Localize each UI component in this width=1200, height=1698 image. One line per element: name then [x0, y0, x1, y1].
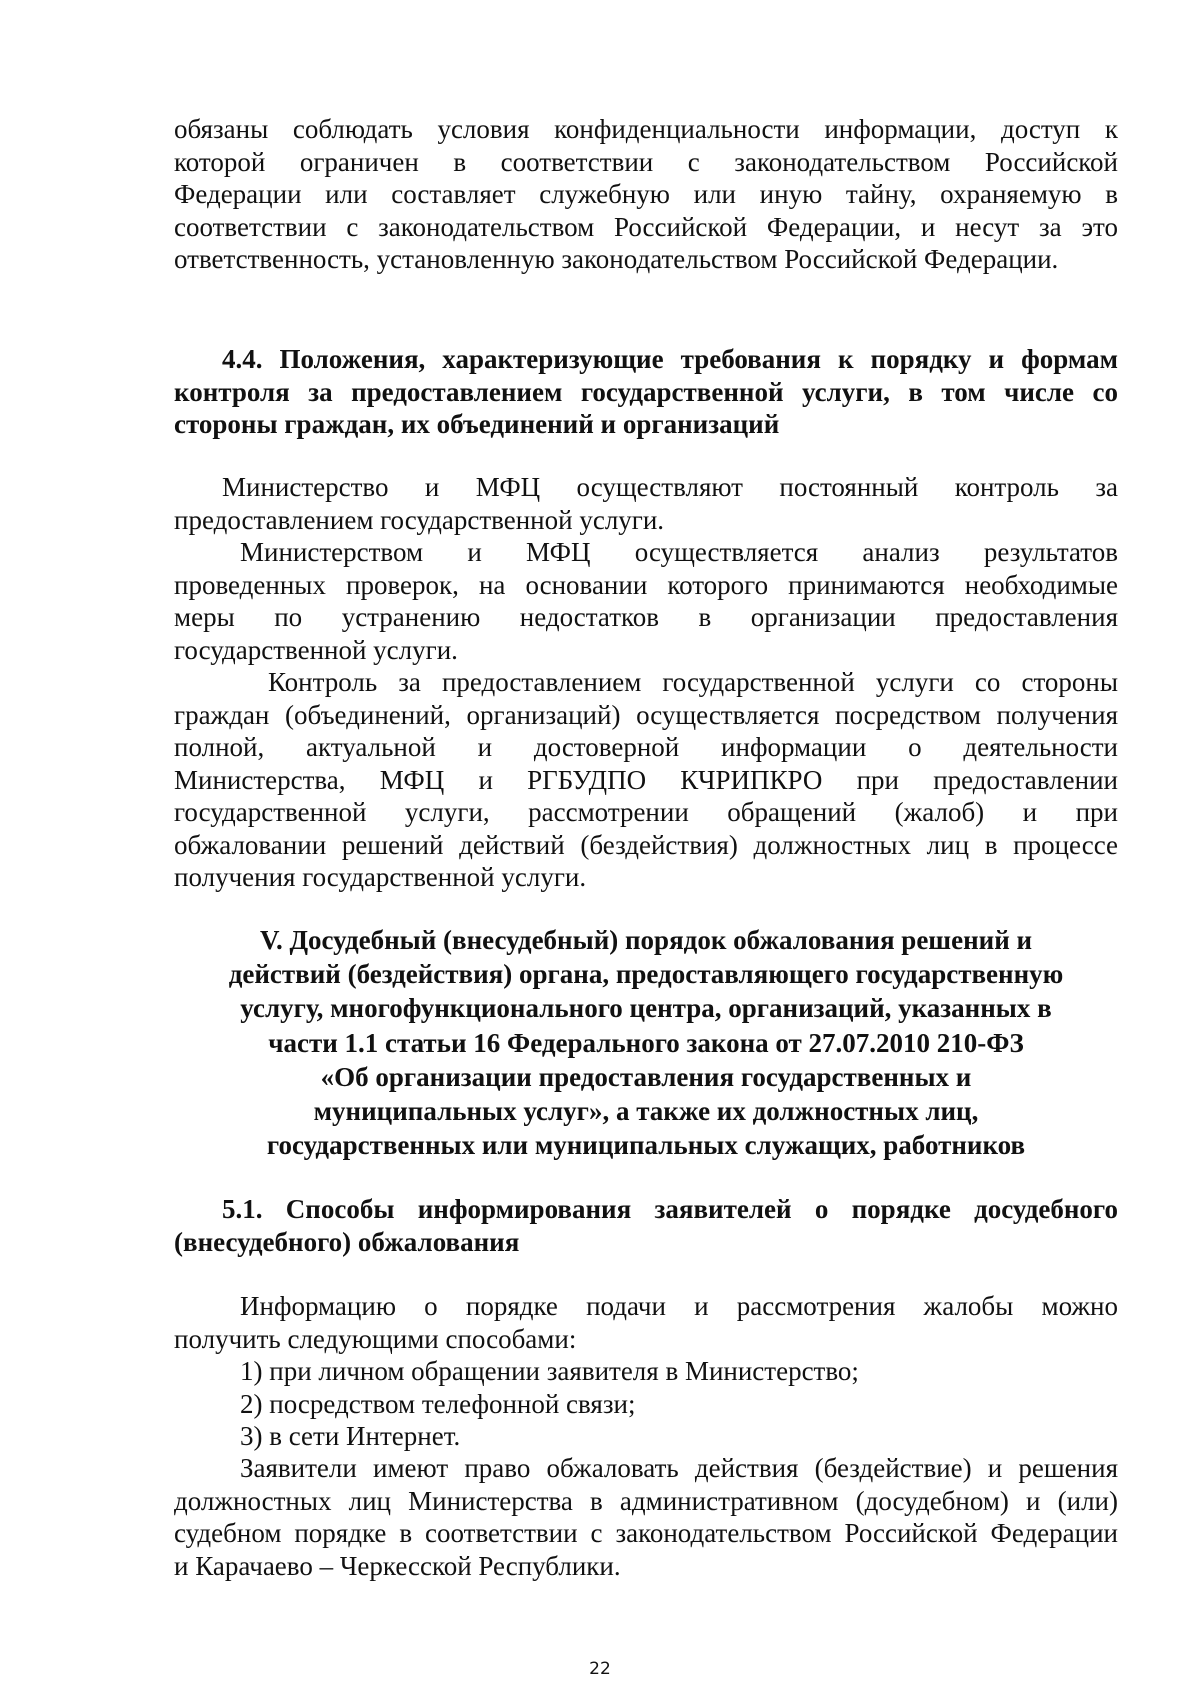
intro-line: Федерации или составляет служебную или иную тайну, охраняемую в — [174, 179, 1118, 209]
paragraph-line: получения государственной услуги. — [174, 862, 587, 892]
heading-line: V. Досудебный (внесудебный) порядок обжалования решений и — [259, 925, 1033, 955]
heading-line: стороны граждан, их объединений и организаций — [174, 409, 780, 439]
heading-line: муниципальных услуг», а также их должностных лиц, — [313, 1096, 979, 1127]
paragraph-line: предоставлением государственной услуги. — [174, 504, 665, 535]
paragraph-line: получить следующими способами: — [174, 1323, 577, 1354]
heading-line: государственных или муниципальных служащих, работников — [266, 1130, 1026, 1161]
paragraph-line: судебном порядке в соответствии с законодательством Российской Федерации — [174, 1518, 1118, 1548]
heading-line: действий (бездействия) органа, предоставляющего государственную — [228, 959, 1064, 990]
heading-line: 5.1. Способы информирования заявителей о порядке досудебного — [222, 1194, 1118, 1224]
contact-methods-list — [240, 1355, 1110, 1453]
paragraph-line: полной, актуальной и достоверной информации о деятельности — [174, 732, 1118, 762]
section-5-1-paragraph-2 — [174, 1452, 1118, 1582]
paragraph-line: меры по устранению недостатков в организации предоставления — [174, 602, 1118, 632]
paragraph-line: Информацию о порядке подачи и рассмотрения жалобы можно — [240, 1291, 1118, 1321]
heading-line: контроля за предоставлением государственной услуги, в том числе со — [174, 376, 1118, 407]
list-item: 3) в сети Интернет. — [240, 1421, 461, 1451]
section-4-4-heading — [174, 343, 1118, 441]
intro-line: которой ограничен в соответствии с законодательством Российской — [174, 146, 1118, 177]
section-4-4-paragraph-1 — [174, 471, 1118, 536]
paragraph-line: Министерством и МФЦ осуществляется анализ результатов — [240, 537, 1118, 567]
list-item: 2) посредством телефонной связи; — [240, 1388, 636, 1419]
paragraph-line: и Карачаево – Черкесской Республики. — [174, 1550, 621, 1581]
list-item: 1) при личном обращении заявителя в Министерство; — [240, 1356, 859, 1386]
paragraph-line: государственной услуги, рассмотрении обращений (жалоб) и при — [174, 797, 1118, 827]
paragraph-line: обжаловании решений действий (бездействия) должностных лиц в процессе — [174, 829, 1118, 860]
paragraph-line: Контроль за предоставлением государственной услуги со стороны — [268, 667, 1118, 697]
section-5-1-heading — [174, 1193, 1118, 1258]
section-4-4-paragraph-2 — [174, 536, 1118, 666]
section-v-heading — [174, 923, 1118, 1162]
section-4-4-paragraph-3 — [174, 666, 1118, 894]
paragraph-line: Заявители имеют право обжаловать действия (бездействие) и решения — [240, 1453, 1118, 1483]
intro-paragraph — [174, 113, 1118, 276]
paragraph-line: государственной услуги. — [174, 634, 458, 665]
paragraph-line: Министерство и МФЦ осуществляют постоянный контроль за — [222, 472, 1118, 502]
heading-line: услугу, многофункционального центра, организаций, указанных в — [240, 993, 1052, 1024]
paragraph-line: проведенных проверок, на основании которого принимаются необходимые — [174, 569, 1118, 600]
paragraph-line: должностных лиц Министерства в административном (досудебном) и (или) — [174, 1485, 1118, 1516]
page-number: 22 — [589, 1659, 611, 1679]
heading-line: «Об организации предоставления государственных и — [320, 1061, 972, 1092]
intro-line: соответствии с законодательством Российской Федерации, и несут за это — [174, 211, 1118, 242]
heading-line: части 1.1 статьи 16 Федерального закона от 27.07.2010 210-ФЗ — [268, 1027, 1024, 1058]
intro-line: ответственность, установленную законодательством Российской Федерации. — [174, 244, 1059, 274]
section-5-1-paragraph-1 — [174, 1290, 1118, 1355]
paragraph-line: граждан (объединений, организаций) осуществляется посредством получения — [174, 699, 1118, 730]
paragraph-line: Министерства, МФЦ и РГБУДПО КЧРИПКРО при предоставлении — [174, 764, 1118, 795]
heading-line: 4.4. Положения, характеризующие требования к порядку и формам — [222, 344, 1118, 374]
intro-line: обязаны соблюдать условия конфиденциальности информации, доступ к — [174, 114, 1118, 144]
heading-line: (внесудебного) обжалования — [174, 1226, 520, 1257]
